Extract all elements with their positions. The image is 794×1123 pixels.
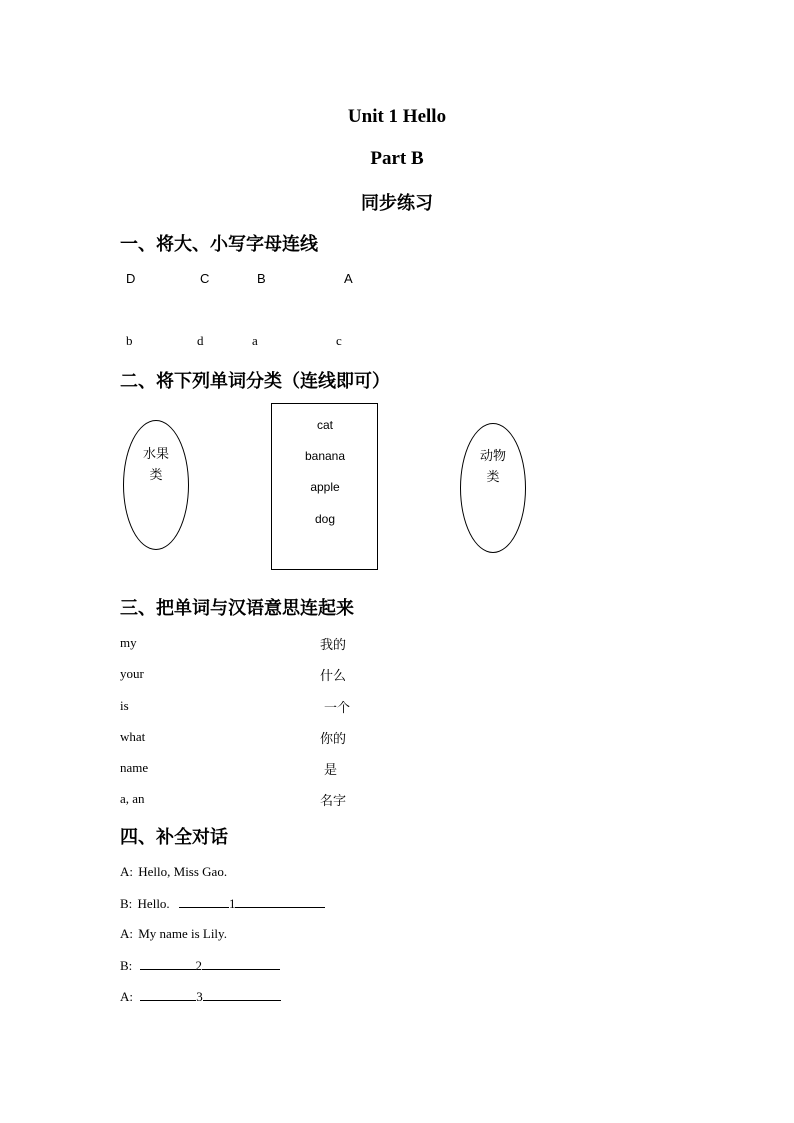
blank-number: 3 (196, 989, 203, 1004)
answer-blank[interactable] (202, 957, 280, 970)
fruit-label-line: 类 (149, 468, 163, 483)
speaker-label: A: (120, 864, 133, 879)
speaker-label: A: (120, 989, 133, 1004)
dialogue-text: My name is Lily. (138, 926, 227, 941)
animal-label-line: 动物 (479, 449, 506, 464)
word-item: apple (310, 480, 340, 494)
speaker-label: B: (120, 896, 133, 911)
answer-blank[interactable] (140, 957, 196, 970)
word-item: cat (316, 418, 333, 432)
dialogue-line (120, 957, 280, 974)
animal-label-line: 类 (486, 470, 500, 485)
answer-blank[interactable] (140, 988, 196, 1001)
dialogue-text: Hello. (137, 896, 170, 911)
uppercase-letter: A (344, 271, 353, 286)
word-box (271, 403, 378, 570)
uppercase-letter: D (126, 271, 136, 286)
page-title: Unit 1 Hello (347, 106, 447, 127)
dialogue-line (120, 988, 281, 1005)
fruit-label-line: 水果 (142, 447, 169, 462)
chinese-meaning: 是 (324, 763, 338, 778)
english-word: name (120, 760, 149, 775)
section4-heading: 四、补全对话 (120, 827, 228, 848)
english-word: what (120, 729, 146, 744)
uppercase-letter: C (200, 271, 210, 286)
dialogue-line (120, 864, 227, 880)
lowercase-letter: d (197, 333, 204, 348)
word-item: dog (314, 512, 336, 526)
chinese-meaning: 我的 (320, 638, 347, 653)
dialogue-text: Hello, Miss Gao. (138, 864, 228, 879)
answer-blank[interactable] (203, 988, 281, 1001)
english-word: a, an (120, 791, 145, 806)
uppercase-letter: B (257, 271, 266, 286)
english-word: is (120, 698, 129, 713)
fruit-category-label (123, 444, 189, 486)
answer-blank[interactable] (235, 895, 325, 908)
dialogue-line (120, 895, 325, 912)
speaker-label: B: (120, 958, 133, 973)
chinese-meaning: 什么 (320, 669, 347, 684)
section2-heading: 二、将下列单词分类（连线即可） (120, 371, 390, 392)
blank-number: 1 (228, 896, 236, 911)
lowercase-letter: c (336, 333, 342, 348)
chinese-meaning: 你的 (320, 732, 347, 747)
page-subtitle: Part B (370, 148, 424, 169)
animal-category-label (460, 446, 526, 488)
blank-number: 2 (195, 958, 203, 973)
page-subtitle-chinese: 同步练习 (361, 193, 433, 214)
chinese-meaning: 名字 (320, 794, 347, 809)
chinese-meaning: 一个 (324, 701, 351, 716)
section3-heading: 三、把单词与汉语意思连起来 (120, 598, 354, 619)
dialogue-line (120, 926, 227, 942)
lowercase-letter: b (126, 333, 133, 348)
word-item: banana (304, 449, 346, 463)
lowercase-letter: a (252, 333, 258, 348)
section1-heading: 一、将大、小写字母连线 (120, 234, 318, 255)
english-word: my (120, 635, 137, 650)
answer-blank[interactable] (179, 895, 229, 908)
english-word: your (120, 666, 144, 681)
animal-category-oval (460, 423, 526, 553)
speaker-label: A: (120, 926, 133, 941)
